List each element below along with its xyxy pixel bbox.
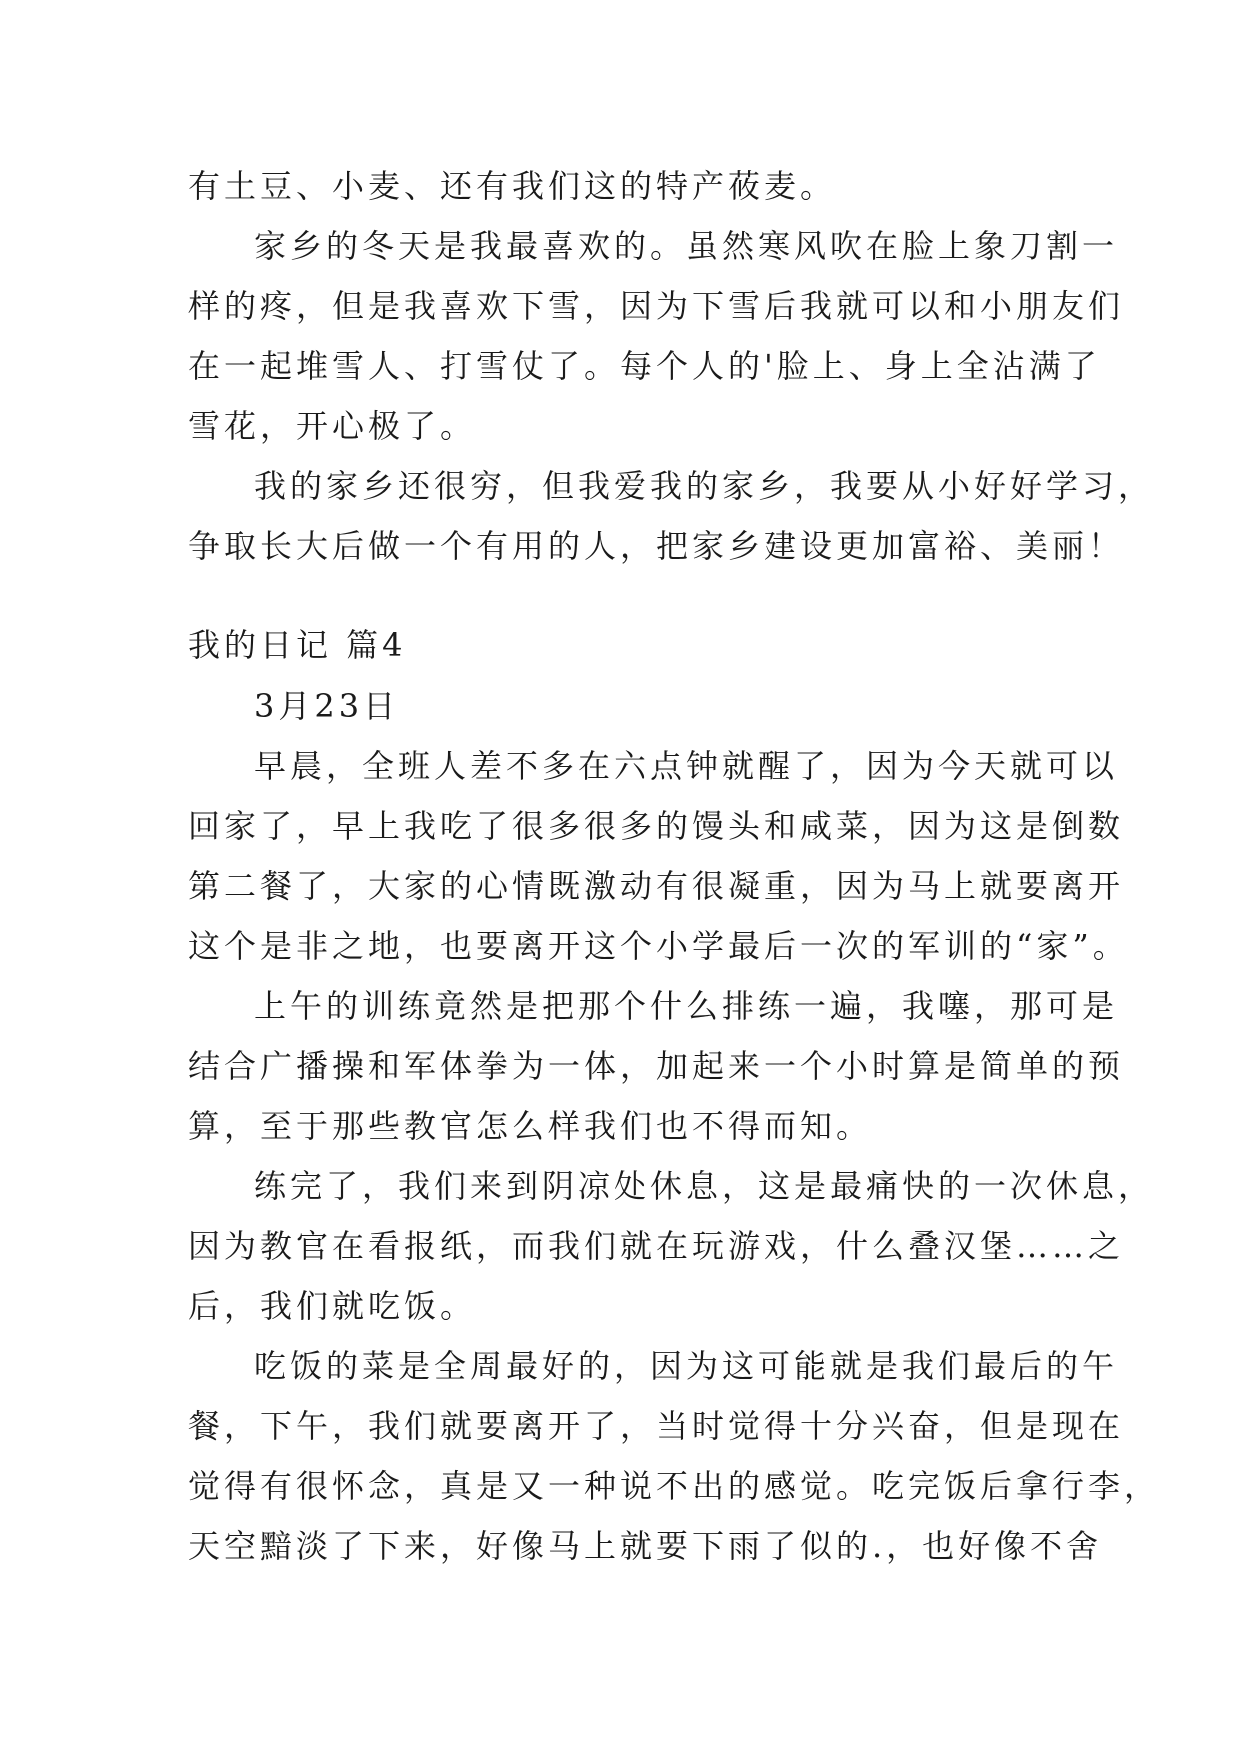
text-line: 回家了，早上我吃了很多很多的馒头和咸菜，因为这是倒数 bbox=[188, 807, 1125, 845]
text-line: 有土豆、小麦、还有我们这的特产莜麦。 bbox=[188, 167, 837, 205]
text-line: 算，至于那些教官怎么样我们也不得而知。 bbox=[188, 1107, 873, 1145]
text-line: 雪花，开心极了。 bbox=[188, 407, 477, 445]
text-line: 天空黯淡了下来，好像马上就要下雨了似的.，也好像不舍 bbox=[188, 1527, 1103, 1565]
text-line: 上午的训练竟然是把那个什么排练一遍，我噻，那可是 bbox=[254, 987, 1119, 1025]
text-line: 吃饭的菜是全周最好的，因为这可能就是我们最后的午 bbox=[254, 1347, 1119, 1385]
text-line: 餐，下午，我们就要离开了，当时觉得十分兴奋，但是现在 bbox=[188, 1407, 1125, 1445]
text-line: 因为教官在看报纸，而我们就在玩游戏，什么叠汉堡……之 bbox=[188, 1227, 1125, 1265]
text-line: 早晨，全班人差不多在六点钟就醒了，因为今天就可以 bbox=[254, 747, 1119, 785]
text-line: 第二餐了，大家的心情既激动有很凝重，因为马上就要离开 bbox=[188, 867, 1125, 905]
text-line: 结合广播操和军体拳为一体，加起来一个小时算是简单的预 bbox=[188, 1047, 1125, 1085]
text-line: 练完了，我们来到阴凉处休息，这是最痛快的一次休息， bbox=[254, 1167, 1155, 1205]
text-line: 我的家乡还很穷，但我爱我的家乡，我要从小好好学习， bbox=[254, 467, 1155, 505]
text-line: 样的疼，但是我喜欢下雪，因为下雪后我就可以和小朋友们 bbox=[188, 287, 1125, 325]
diary-date: 3月23日 bbox=[254, 687, 400, 725]
section-heading: 我的日记 篇4 bbox=[188, 626, 407, 664]
text-line: 家乡的冬天是我最喜欢的。虽然寒风吹在脸上象刀割一 bbox=[254, 227, 1119, 265]
text-line: 争取长大后做一个有用的人，把家乡建设更加富裕、美丽！ bbox=[188, 527, 1125, 565]
text-line: 在一起堆雪人、打雪仗了。每个人的'脸上、身上全沾满了 bbox=[188, 347, 1101, 385]
text-line: 觉得有很怀念，真是又一种说不出的感觉。吃完饭后拿行李， bbox=[188, 1467, 1161, 1505]
text-line: 后，我们就吃饭。 bbox=[188, 1287, 477, 1325]
text-line: 这个是非之地，也要离开这个小学最后一次的军训的“家”。 bbox=[188, 927, 1129, 965]
